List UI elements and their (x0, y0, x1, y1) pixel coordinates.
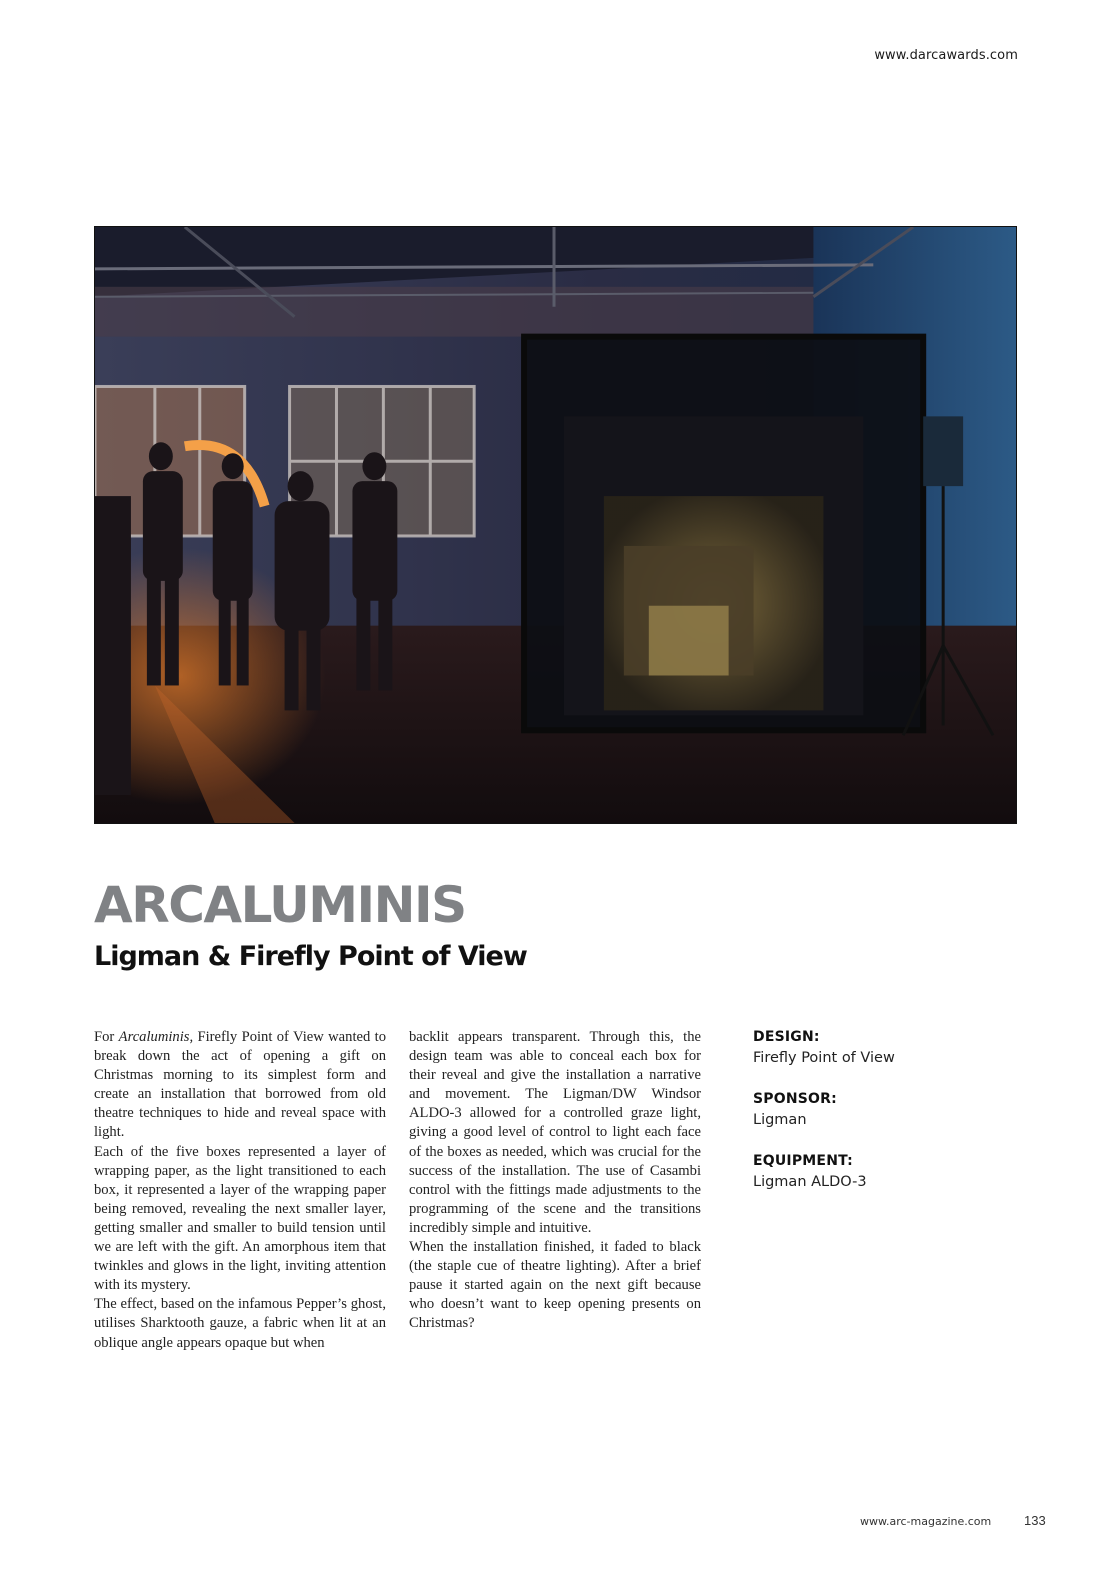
article-subtitle: Ligman & Firefly Point of View (94, 941, 527, 972)
article-title: ARCALUMINIS (94, 876, 466, 934)
credit-design-value: Firefly Point of View (753, 1050, 895, 1066)
credits-panel (753, 1027, 973, 1213)
installation-photo-image (95, 227, 1016, 823)
paragraph-1-lead: For (94, 1029, 119, 1045)
article-column-2 (409, 1028, 701, 1334)
page-number: 133 (1024, 1513, 1046, 1528)
paragraph-5: When the installation finished, it faded to black (the staple cue of theatre lighting). After a brief pause it started again on the next gift because who doesn’t want to keep opening presents on Christmas? (409, 1239, 701, 1332)
paragraph-1-italic: Arcaluminis, (118, 1029, 194, 1045)
credit-design (753, 1027, 973, 1069)
credit-sponsor-label: SPONSOR: (753, 1091, 837, 1107)
credit-design-label: DESIGN: (753, 1029, 820, 1045)
credit-sponsor-value: Ligman (753, 1112, 807, 1128)
credit-equipment-label: EQUIPMENT: (753, 1153, 853, 1169)
credit-equipment-value: Ligman ALDO-3 (753, 1174, 867, 1190)
article-column-1 (94, 1028, 386, 1353)
credit-sponsor (753, 1089, 973, 1131)
site-url[interactable]: www.darcawards.com (874, 48, 1018, 63)
paragraph-3: The effect, based on the infamous Pepper’s ghost, utilises Sharktooth gauze, a fabric when lit at an oblique angle appears opaque but when (94, 1296, 386, 1351)
paragraph-2: Each of the five boxes represented a layer of wrapping paper, as the light transitioned to each box, it represented a layer of the wrapping paper being removed, revealing the next smaller layer, getting smaller and smaller to build tension until we are left with the gift. An amorphous item that twinkles and glows in the light, inviting attention with its mystery. (94, 1143, 386, 1294)
paragraph-1 (94, 1028, 386, 1143)
paragraph-1-rest: Firefly Point of View wanted to break down the act of opening a gift on Christmas morning to its simplest form and create an installation that borrowed from old theatre techniques to hide and reveal space with light. (94, 1029, 386, 1141)
paragraph-4: backlit appears transparent. Through this, the design team was able to conceal each box for their reveal and give the installation a narrative and movement. The Ligman/DW Windsor ALDO-3 allowed for a controlled graze light, giving a good level of control to light each face of the boxes as needed, which was crucial for the success of the installation. The use of Casambi control with the fittings made adjustments to the programming of the scene and the transitions incredibly simple and intuitive. (409, 1029, 701, 1236)
credit-equipment (753, 1151, 973, 1193)
installation-photo (94, 226, 1017, 824)
footer-url[interactable]: www.arc-magazine.com (860, 1515, 992, 1528)
